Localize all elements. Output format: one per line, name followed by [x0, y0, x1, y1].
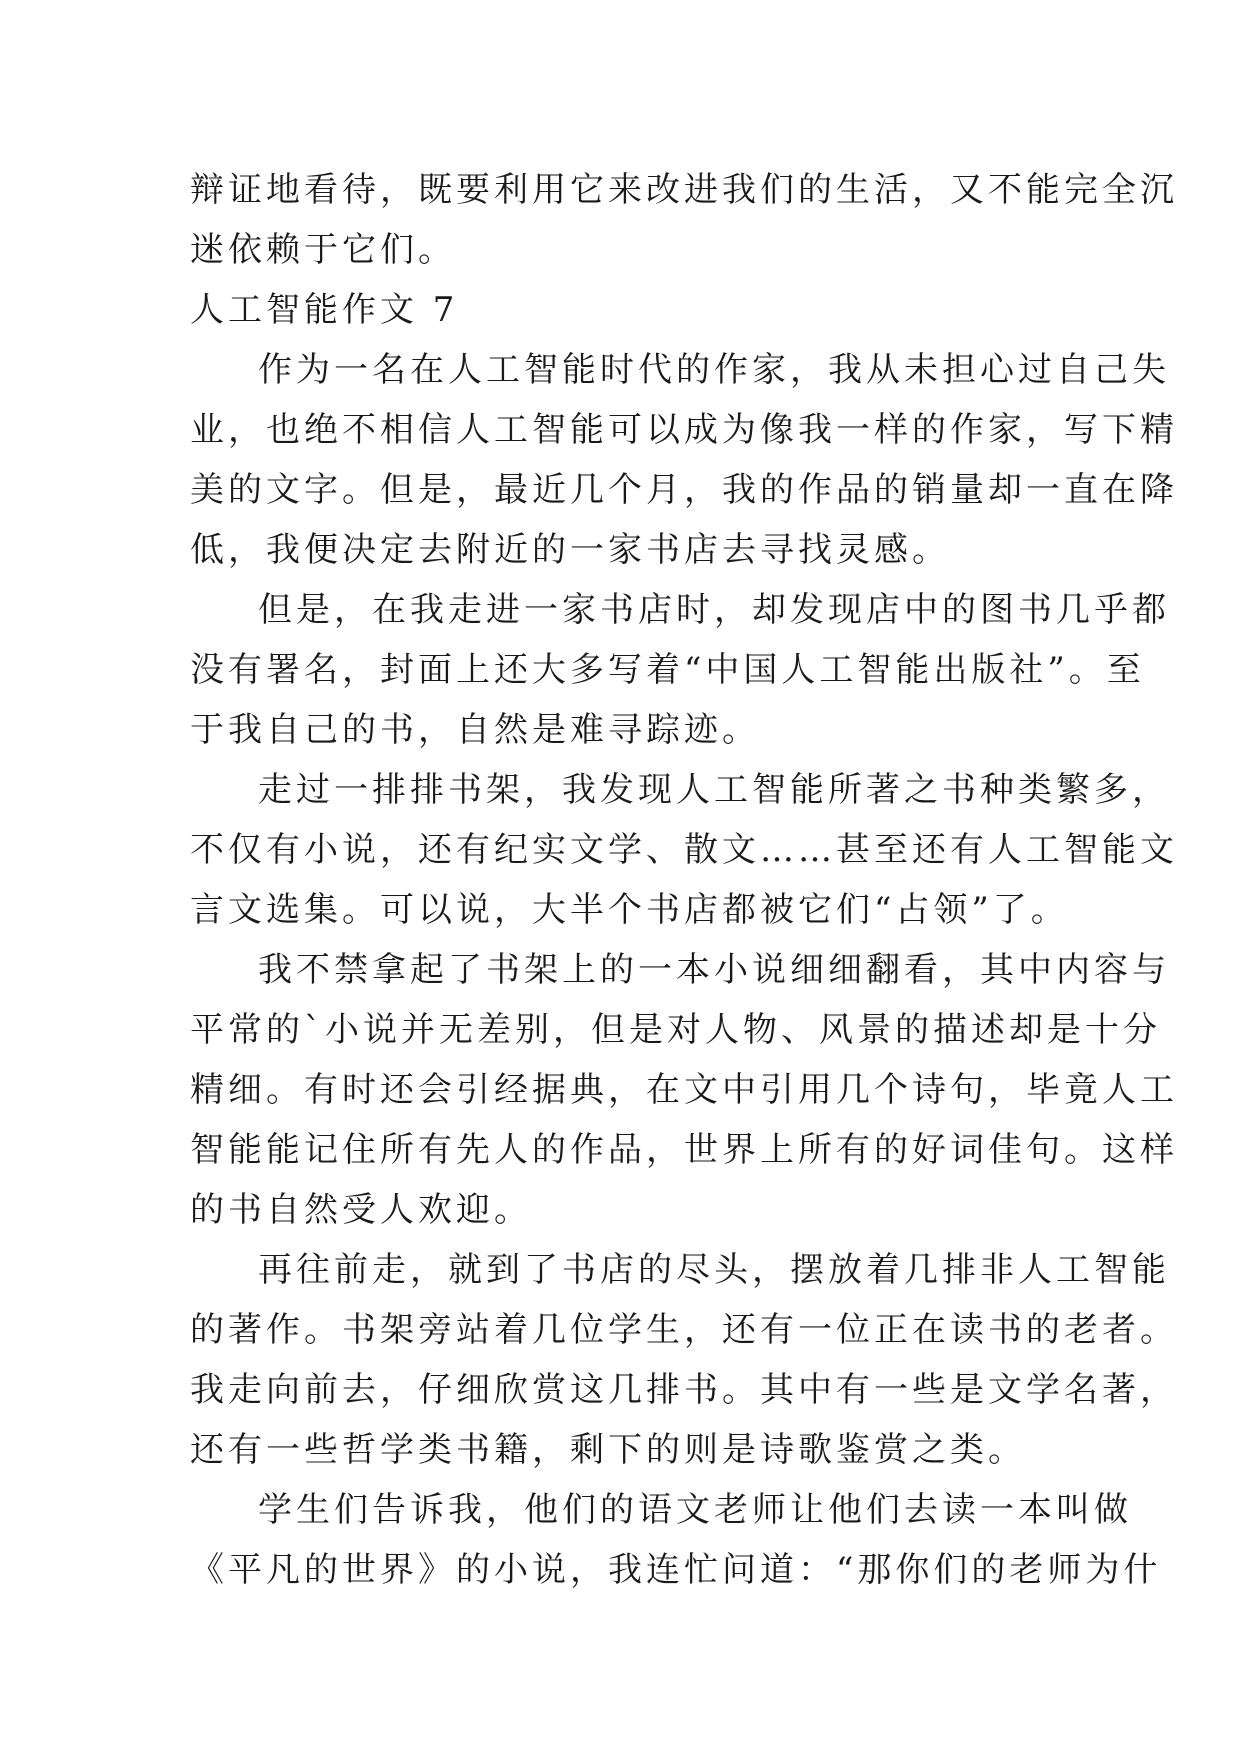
text-line: 业，也绝不相信人工智能可以成为像我一样的作家，写下精: [190, 410, 1178, 450]
text-line: 精细。有时还会引经据典，在文中引用几个诗句，毕竟人工: [190, 1070, 1178, 1110]
text-line: 辩证地看待，既要利用它来改进我们的生活，又不能完全沉: [190, 170, 1178, 210]
text-line: 我不禁拿起了书架上的一本小说细细翻看，其中内容与: [258, 950, 1170, 990]
text-line: 平常的`小说并无差别，但是对人物、风景的描述却是十分: [190, 1010, 1161, 1050]
text-line: 的著作。书架旁站着几位学生，还有一位正在读书的老者。: [190, 1310, 1178, 1350]
text-line: 我走向前去，仔细欣赏这几排书。其中有一些是文学名著，: [190, 1370, 1178, 1410]
text-line: 智能能记住所有先人的作品，世界上所有的好词佳句。这样: [190, 1130, 1178, 1170]
text-line: 没有署名，封面上还大多写着“中国人工智能出版社”。至: [190, 650, 1145, 690]
essay-text: [190, 160, 1178, 1600]
text-line: 作为一名在人工智能时代的作家，我从未担心过自己失: [258, 350, 1170, 390]
text-line: 迷依赖于它们。: [190, 230, 456, 270]
text-line: 不仅有小说，还有纪实文学、散文……甚至还有人工智能文: [190, 830, 1178, 870]
text-line: 还有一些哲学类书籍，剩下的则是诗歌鉴赏之类。: [190, 1430, 1026, 1470]
text-line: 但是，在我走进一家书店时，却发现店中的图书几乎都: [258, 590, 1170, 630]
text-line: 再往前走，就到了书店的尽头，摆放着几排非人工智能: [258, 1250, 1170, 1290]
text-line: 美的文字。但是，最近几个月，我的作品的销量却一直在降: [190, 470, 1178, 510]
text-line: 《平凡的世界》的小说，我连忙问道：“那你们的老师为什: [190, 1550, 1162, 1590]
text-line: 的书自然受人欢迎。: [190, 1190, 532, 1230]
text-line: 低，我便决定去附近的一家书店去寻找灵感。: [190, 530, 950, 570]
section-heading: 人工智能作文 7: [190, 290, 459, 330]
text-line: 于我自己的书，自然是难寻踪迹。: [190, 710, 760, 750]
text-line: 言文选集。可以说，大半个书店都被它们“占领”了。: [190, 890, 1069, 930]
text-line: 走过一排排书架，我发现人工智能所著之书种类繁多，: [258, 770, 1170, 810]
text-line: 学生们告诉我，他们的语文老师让他们去读一本叫做: [258, 1490, 1132, 1530]
